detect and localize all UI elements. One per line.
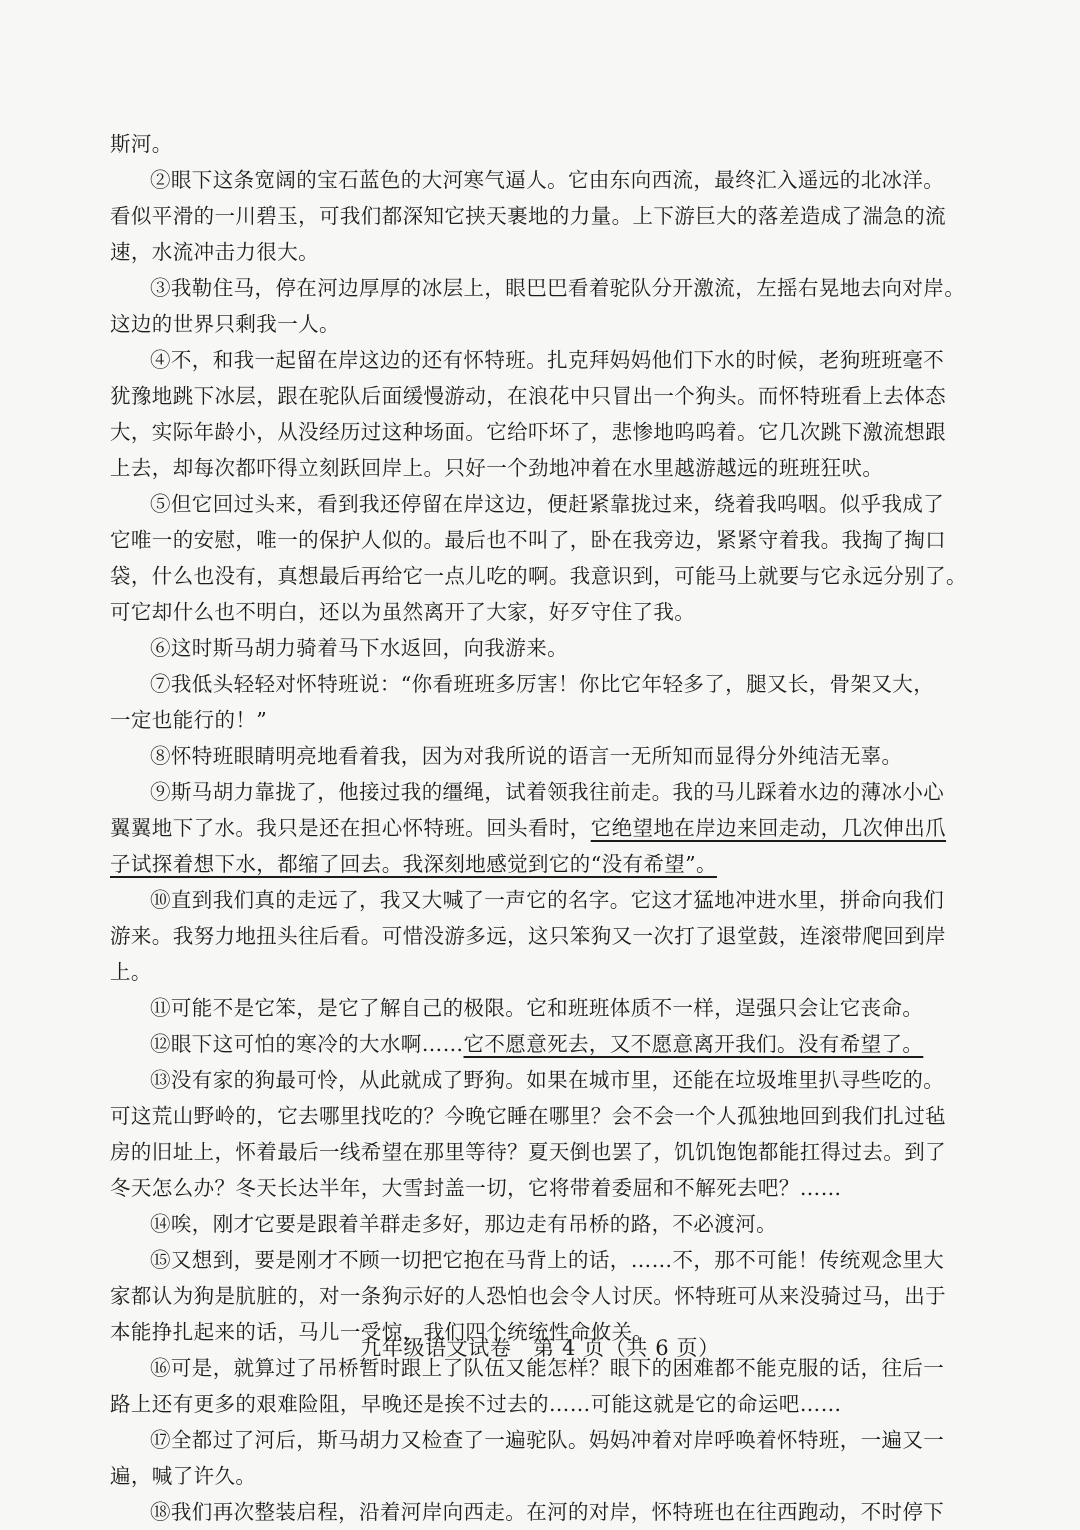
text-line: [110, 1206, 960, 1242]
text-line: [110, 918, 960, 954]
text-line: [110, 1062, 960, 1098]
text-line: [110, 162, 960, 198]
text-line: [110, 126, 960, 162]
text-line: [110, 1458, 960, 1494]
text-segment: ③我勒住马，停在河边厚厚的冰层上，眼巴巴看着驼队分开激流，左摇右晃地去向对岸。: [150, 276, 966, 300]
text-line: [110, 486, 960, 522]
text-line: [110, 1278, 960, 1314]
text-line: [110, 990, 960, 1026]
passage-body: [110, 126, 967, 1530]
text-line: [110, 846, 960, 882]
text-line: [110, 1422, 960, 1458]
text-segment: ⑮又想到，要是刚才不顾一切把它抱在马背上的话，……不，那不可能！传统观念里大: [150, 1248, 945, 1272]
text-line: [110, 450, 960, 486]
text-line: [110, 666, 960, 702]
text-segment: ⑦我低头轻轻对怀特班说：“你看班班多厉害！你比它年轻多了，腿又长，骨架又大，: [150, 672, 935, 696]
text-segment: 袋，什么也没有，真想最后再给它一点儿吃的啊。我意识到，可能马上就要与它永远分别了。: [110, 564, 967, 588]
text-segment: 冬天怎么办？冬天长达半年，大雪封盖一切，它将带着委屈和不解死去吧？……: [110, 1176, 842, 1200]
underlined-text: 它绝望地在岸边来回走动，几次伸出爪: [590, 816, 947, 840]
text-segment: 家都认为狗是肮脏的，对一条狗示好的人恐怕也会令人讨厌。怀特班可从来没骑过马，出于: [110, 1284, 946, 1308]
text-line: [110, 774, 960, 810]
text-segment: 上。: [110, 960, 152, 984]
text-segment: 斯河。: [110, 132, 173, 156]
text-segment: 遍，喊了许久。: [110, 1464, 257, 1488]
text-segment: 游来。我努力地扭头往后看。可惜没游多远，这只笨狗又一次打了退堂鼓，连滚带爬回到岸: [110, 924, 946, 948]
text-line: [110, 558, 967, 594]
text-segment: ⑨斯马胡力靠拢了，他接过我的缰绳，试着领我往前走。我的马儿踩着水边的薄冰小心: [150, 780, 945, 804]
text-segment: ⑫眼下这可怕的寒冷的大水啊……: [150, 1032, 464, 1056]
text-line: [110, 738, 960, 774]
text-segment: 上去，却每次都吓得立刻跃回岸上。只好一个劲地冲着在水里越游越远的班班狂吠。: [110, 456, 884, 480]
text-line: [110, 234, 960, 270]
text-line: [110, 414, 960, 450]
text-line: [110, 522, 960, 558]
text-segment: ⑪可能不是它笨，是它了解自己的极限。它和班班体质不一样，逞强只会让它丧命。: [150, 996, 924, 1020]
text-line: [110, 630, 960, 666]
text-line: [110, 702, 960, 738]
text-line: [110, 810, 960, 846]
text-segment: ⑬没有家的狗最可怜，从此就成了野狗。如果在城市里，还能在垃圾堆里扒寻些吃的。: [150, 1068, 945, 1092]
text-line: [110, 1098, 960, 1134]
text-segment: 路上还有更多的艰难险阻，早晚还是挨不过去的……可能这就是它的命运吧……: [110, 1392, 842, 1416]
text-segment: 速，水流冲击力很大。: [110, 240, 319, 264]
text-segment: 它唯一的安慰，唯一的保护人似的。最后也不叫了，卧在我旁边，紧紧守着我。我掏了掏口: [110, 528, 946, 552]
text-segment: 翼翼地下了水。我只是还在担心怀特班。回头看时，: [110, 816, 591, 840]
text-segment: 一定也能行的！”: [110, 708, 268, 732]
text-segment: ⑱我们再次整装启程，沿着河岸向西走。在河的对岸，怀特班也在往西跑动，不时停下: [150, 1500, 945, 1524]
text-line: [110, 342, 960, 378]
text-line: [110, 198, 960, 234]
text-segment: ②眼下这条宽阔的宝石蓝色的大河寒气逼人。它由东向西流，最终汇入遥远的北冰洋。: [150, 168, 945, 192]
text-segment: ⑰全都过了河后，斯马胡力又检查了一遍驼队。妈妈冲着对岸呼唤着怀特班，一遍又一: [150, 1428, 945, 1452]
text-line: [110, 1386, 960, 1422]
text-segment: 可它却什么也不明白，还以为虽然离开了大家，好歹守住了我。: [110, 600, 696, 624]
text-segment: ⑤但它回过头来，看到我还停留在岸这边，便赶紧靠拢过来，绕着我呜咽。似乎我成了: [150, 492, 945, 516]
underlined-text: 子试探着想下水，都缩了回去。我深刻地感觉到它的“没有希望”。: [110, 852, 717, 876]
text-line: [110, 306, 960, 342]
text-segment: 犹豫地跳下冰层，跟在驼队后面缓慢游动，在浪花中只冒出一个狗头。而怀特班看上去体态: [110, 384, 946, 408]
text-segment: 房的旧址上，怀着最后一线希望在那里等待？夏天倒也罢了，饥饥饱饱都能扛得过去。到了: [110, 1140, 946, 1164]
text-segment: ⑥这时斯马胡力骑着马下水返回，向我游来。: [150, 636, 568, 660]
text-segment: ④不，和我一起留在岸这边的还有怀特班。扎克拜妈妈他们下水的时候，老狗班班毫不: [150, 348, 945, 372]
text-segment: ⑩直到我们真的走远了，我又大喊了一声它的名字。它这才猛地冲进水里，拼命向我们: [150, 888, 945, 912]
text-line: [110, 378, 960, 414]
text-line: [110, 954, 960, 990]
text-line: [110, 1134, 960, 1170]
text-line: [110, 594, 960, 630]
text-segment: 这边的世界只剩我一人。: [110, 312, 340, 336]
text-segment: 本能挣扎起来的话，马儿一受惊，我们四个统统性命攸关。: [110, 1320, 654, 1344]
page-footer: 九年级语文试卷 第 4 页（共 6 页）: [360, 1336, 720, 1360]
text-segment: 大，实际年龄小，从没经历过这种场面。它给吓坏了，悲惨地呜呜着。它几次跳下激流想跟: [110, 420, 946, 444]
text-line: [110, 1242, 960, 1278]
underlined-text: 它不愿意死去，又不愿意离开我们。没有希望了。: [463, 1032, 924, 1056]
text-segment: ⑯可是，就算过了吊桥暂时跟上了队伍又能怎样？眼下的困难都不能克服的话，往后一: [150, 1356, 945, 1380]
text-segment: ⑭唉，刚才它要是跟着羊群走多好，那边走有吊桥的路，不必渡河。: [150, 1212, 777, 1236]
text-line: [110, 1494, 960, 1530]
text-segment: 可这荒山野岭的，它去哪里找吃的？今晚它睡在哪里？会不会一个人孤独地回到我们扎过毡: [110, 1104, 946, 1128]
text-line: [110, 882, 960, 918]
text-segment: 看似平滑的一川碧玉，可我们都深知它挟天裹地的力量。上下游巨大的落差造成了湍急的流: [110, 204, 946, 228]
text-line: [110, 1026, 960, 1062]
text-segment: ⑧怀特班眼睛明亮地看着我，因为对我所说的语言一无所知而显得分外纯洁无辜。: [150, 744, 903, 768]
text-line: [110, 270, 966, 306]
text-line: [110, 1170, 960, 1206]
